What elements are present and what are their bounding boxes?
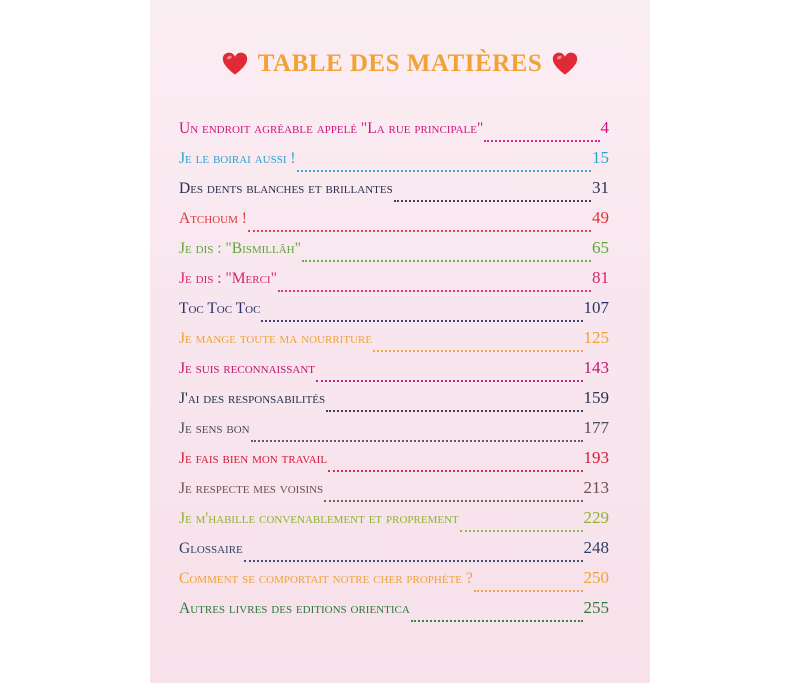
dot-leader — [324, 499, 582, 502]
dot-leader — [460, 529, 583, 532]
toc-entry-title: Atchoum ! — [179, 210, 247, 227]
toc-entry[interactable] — [179, 328, 609, 358]
dot-leader — [278, 289, 591, 292]
toc-entry-title: Un endroit agréable appelé "La rue principale" — [179, 120, 484, 137]
toc-entry-page-number: 15 — [592, 148, 609, 167]
title-row — [150, 44, 650, 84]
toc-entry-page-number: 125 — [583, 328, 609, 347]
dot-leader — [316, 379, 582, 382]
toc-entry[interactable] — [179, 268, 609, 298]
toc-entry[interactable] — [179, 238, 609, 268]
toc-entry-page-number: 193 — [583, 448, 609, 467]
toc-entry-title: Des dents blanches et brillantes — [179, 180, 393, 197]
toc-entry[interactable] — [179, 538, 609, 568]
dot-leader — [261, 319, 582, 322]
toc-entry-page-number: 255 — [583, 598, 609, 617]
toc-entry-title: Je respecte mes voisins — [179, 480, 324, 497]
toc-entry-title: Je dis : "Merci" — [179, 270, 277, 287]
toc-entry-page-number: 49 — [592, 208, 609, 227]
page-title: TABLE DES MATIÈRES — [257, 50, 543, 77]
toc-entry[interactable] — [179, 568, 609, 598]
toc-entry[interactable] — [179, 148, 609, 178]
heart-left-icon — [222, 51, 248, 77]
toc-entry-title: J'ai des responsabilités — [179, 390, 326, 407]
toc-entry-page-number: 213 — [583, 478, 609, 497]
table-of-contents — [179, 118, 609, 628]
dot-leader — [326, 409, 582, 412]
toc-entry-title: Comment se comportait notre cher prophète ? — [179, 570, 473, 587]
dot-leader — [244, 559, 583, 562]
book-page — [150, 0, 650, 683]
toc-entry-title: Je dis : "Bismillâh" — [179, 240, 301, 257]
toc-entry-title: Je mange toute ma nourriture — [179, 330, 373, 347]
toc-entry[interactable] — [179, 388, 609, 418]
toc-entry-page-number: 143 — [583, 358, 609, 377]
toc-entry-page-number: 248 — [583, 538, 609, 557]
toc-entry-page-number: 65 — [592, 238, 609, 257]
dot-leader — [411, 619, 583, 622]
toc-entry[interactable] — [179, 418, 609, 448]
toc-entry[interactable] — [179, 208, 609, 238]
dot-leader — [373, 349, 582, 352]
toc-entry-page-number: 81 — [592, 268, 609, 287]
toc-entry-page-number: 31 — [592, 178, 609, 197]
dot-leader — [302, 259, 591, 262]
toc-entry-title: Toc Toc Toc — [179, 300, 261, 317]
toc-entry-page-number: 159 — [583, 388, 609, 407]
dot-leader — [297, 169, 591, 172]
dot-leader — [248, 229, 591, 232]
toc-entry-title: Je fais bien mon travail — [179, 450, 328, 467]
toc-entry-title: Je m'habille convenablement et proprement — [179, 510, 459, 527]
toc-entry-title: Je suis reconnaissant — [179, 360, 316, 377]
toc-entry[interactable] — [179, 298, 609, 328]
toc-entry[interactable] — [179, 358, 609, 388]
toc-entry-page-number: 107 — [583, 298, 609, 317]
toc-entry-title: Je le boirai aussi ! — [179, 150, 296, 167]
toc-entry[interactable] — [179, 118, 609, 148]
toc-entry-page-number: 4 — [600, 118, 609, 137]
toc-entry[interactable] — [179, 178, 609, 208]
toc-entry[interactable] — [179, 508, 609, 538]
toc-entry-page-number: 250 — [583, 568, 609, 587]
toc-entry-page-number: 229 — [583, 508, 609, 527]
toc-entry[interactable] — [179, 478, 609, 508]
toc-entry-title: Je sens bon — [179, 420, 250, 437]
dot-leader — [328, 469, 582, 472]
dot-leader — [484, 139, 599, 142]
dot-leader — [474, 589, 583, 592]
toc-entry-title: Autres livres des editions orientica — [179, 600, 410, 617]
heart-right-icon — [552, 51, 578, 77]
toc-entry[interactable] — [179, 598, 609, 628]
dot-leader — [251, 439, 583, 442]
toc-entry-page-number: 177 — [583, 418, 609, 437]
dot-leader — [394, 199, 591, 202]
toc-entry[interactable] — [179, 448, 609, 478]
toc-entry-title: Glossaire — [179, 540, 243, 557]
